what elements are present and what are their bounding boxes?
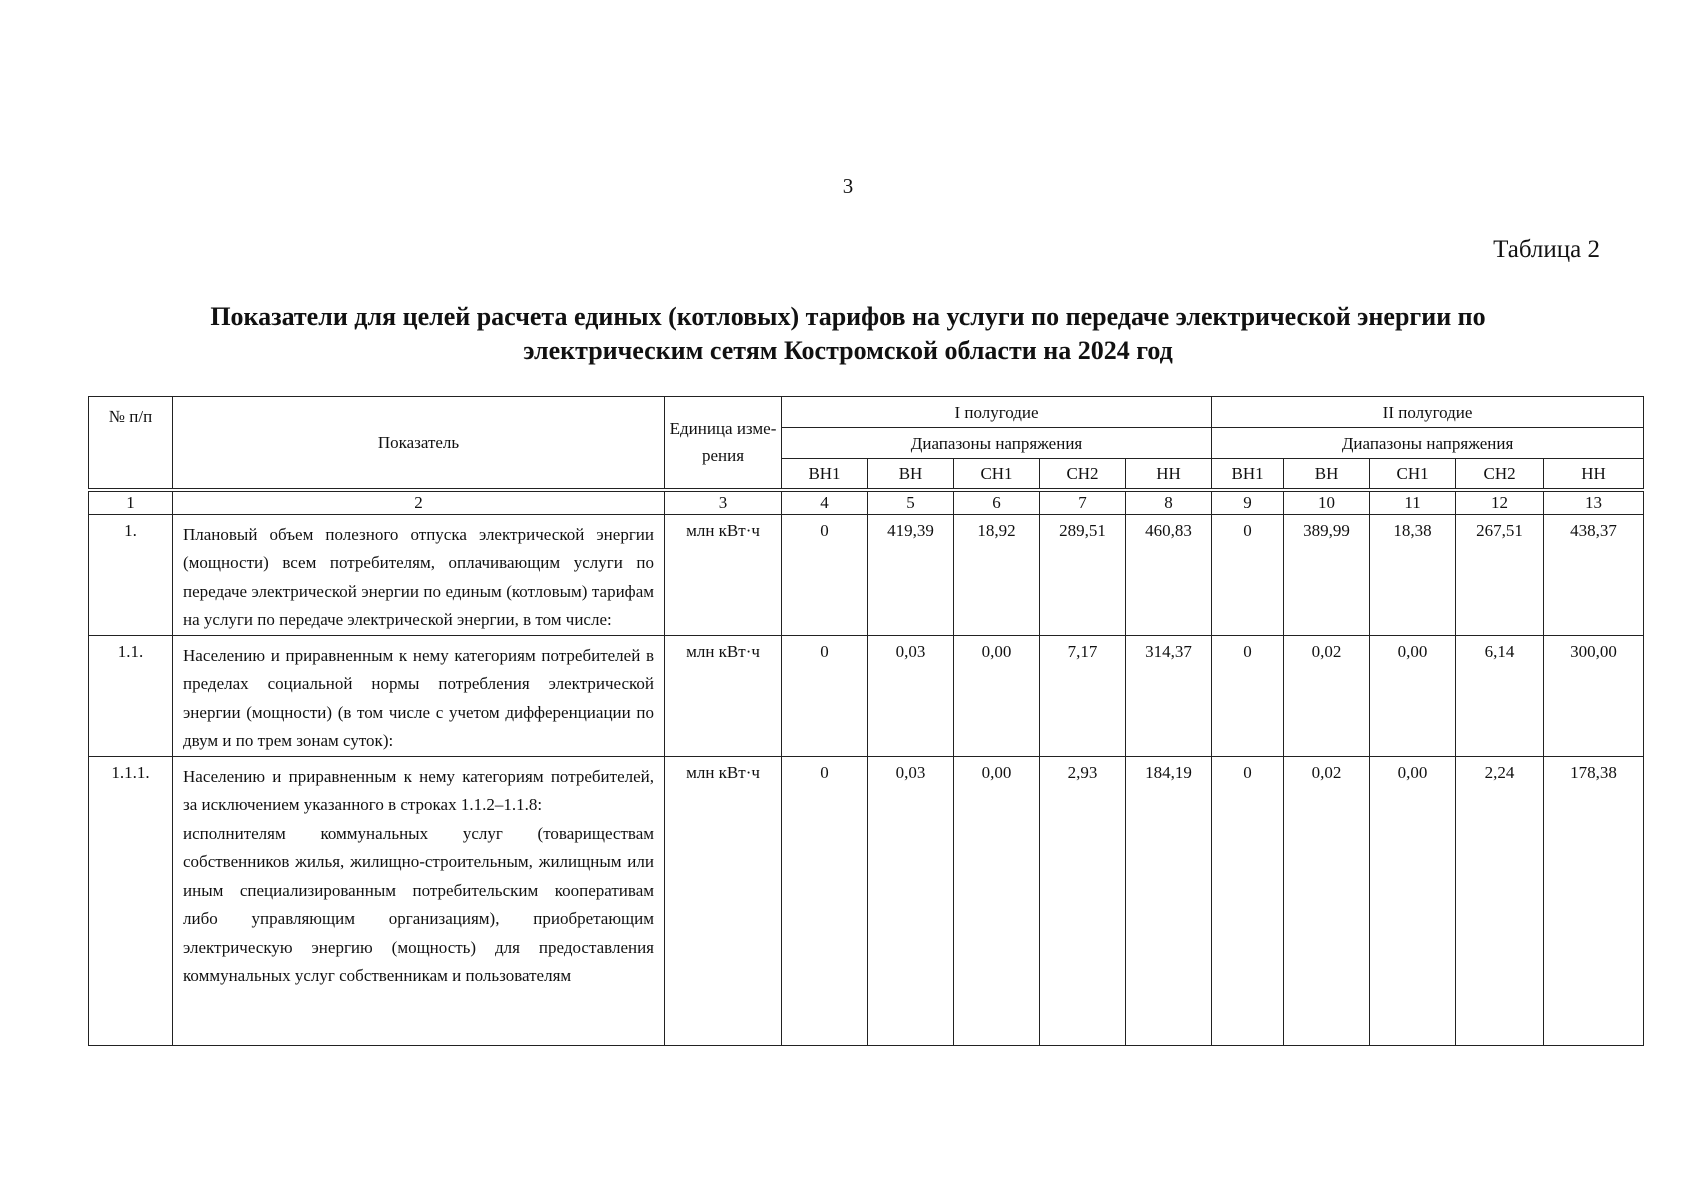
table-caption: Таблица 2 xyxy=(1493,236,1600,263)
column-index: 9 xyxy=(1212,490,1284,515)
value-cell: 460,83 xyxy=(1126,514,1212,635)
column-index: 3 xyxy=(665,490,782,515)
value-cell: 0 xyxy=(1212,756,1284,1045)
row-indicator-text: Населению и приравненным к нему категориям потребителей, за исключением указанного в строках 1.1.2–1.1.8: xyxy=(183,766,654,814)
row-unit: млн кВт·ч xyxy=(665,635,782,756)
value-cell: 7,17 xyxy=(1040,635,1126,756)
column-index-row xyxy=(89,490,1644,515)
row-indicator xyxy=(173,756,665,1045)
row-number: 1.1.1. xyxy=(89,756,173,1045)
header-voltage: ВН1 xyxy=(1212,459,1284,490)
value-cell: 0 xyxy=(782,756,868,1045)
header-voltage: СН1 xyxy=(954,459,1040,490)
tariff-indicators-table xyxy=(88,396,1644,1046)
value-cell: 2,24 xyxy=(1456,756,1544,1045)
value-cell: 2,93 xyxy=(1040,756,1126,1045)
table-row xyxy=(89,514,1644,635)
row-indicator xyxy=(173,514,665,635)
value-cell: 389,99 xyxy=(1284,514,1370,635)
value-cell: 267,51 xyxy=(1456,514,1544,635)
row-indicator xyxy=(173,635,665,756)
title-line-1: Показатели для целей расчета единых (котловых) тарифов на услуги по передаче электрической энергии по xyxy=(210,302,1486,331)
value-cell: 184,19 xyxy=(1126,756,1212,1045)
value-cell: 0,00 xyxy=(954,635,1040,756)
page-number: 3 xyxy=(842,174,854,198)
header-voltage: НН xyxy=(1544,459,1644,490)
title-line-2: электрическим сетям Костромской области на 2024 год xyxy=(523,336,1173,365)
row-indicator-text: Населению и приравненным к нему категориям потребителей в пределах социальной нормы потребления электрической энергии (мощности) (в том числе с учетом дифференциации по двум и по трем зонам суток): xyxy=(183,645,654,750)
header-voltage: СН2 xyxy=(1040,459,1126,490)
value-cell: 0 xyxy=(1212,635,1284,756)
header-num: № п/п xyxy=(89,397,173,490)
header-voltage-ranges-2: Диапазоны напряжения xyxy=(1212,428,1644,459)
header-unit: Единица изме- рения xyxy=(665,397,782,490)
value-cell: 0 xyxy=(782,514,868,635)
header-voltage: ВН xyxy=(1284,459,1370,490)
header-half-2: II полугодие xyxy=(1212,397,1644,428)
column-index: 12 xyxy=(1456,490,1544,515)
value-cell: 178,38 xyxy=(1544,756,1644,1045)
value-cell: 419,39 xyxy=(868,514,954,635)
value-cell: 0,02 xyxy=(1284,635,1370,756)
row-unit: млн кВт·ч xyxy=(665,514,782,635)
header-voltage: СН2 xyxy=(1456,459,1544,490)
value-cell: 314,37 xyxy=(1126,635,1212,756)
table-row xyxy=(89,635,1644,756)
header-half-1: I полугодие xyxy=(782,397,1212,428)
row-number: 1. xyxy=(89,514,173,635)
column-index: 2 xyxy=(173,490,665,515)
document-title xyxy=(100,300,1596,368)
header-voltage: СН1 xyxy=(1370,459,1456,490)
column-index: 11 xyxy=(1370,490,1456,515)
column-index: 10 xyxy=(1284,490,1370,515)
value-cell: 0,03 xyxy=(868,635,954,756)
column-index: 6 xyxy=(954,490,1040,515)
value-cell: 6,14 xyxy=(1456,635,1544,756)
row-number: 1.1. xyxy=(89,635,173,756)
value-cell: 0,00 xyxy=(954,756,1040,1045)
column-index: 1 xyxy=(89,490,173,515)
column-index: 8 xyxy=(1126,490,1212,515)
header-indicator: Показатель xyxy=(173,397,665,490)
value-cell: 289,51 xyxy=(1040,514,1126,635)
column-index: 7 xyxy=(1040,490,1126,515)
value-cell: 0 xyxy=(1212,514,1284,635)
column-index: 4 xyxy=(782,490,868,515)
value-cell: 0,03 xyxy=(868,756,954,1045)
value-cell: 0,00 xyxy=(1370,635,1456,756)
table-row xyxy=(89,756,1644,1045)
value-cell: 18,38 xyxy=(1370,514,1456,635)
header-voltage: ВН1 xyxy=(782,459,868,490)
column-index: 13 xyxy=(1544,490,1644,515)
row-indicator-text: Плановый объем полезного отпуска электрической энергии (мощности) всем потребителям, оплачивающим услуги по передаче электрической энергии по единым (котловым) тарифам на услуги по передаче электрической энергии, в том числе: xyxy=(183,524,654,629)
header-voltage-ranges-1: Диапазоны напряжения xyxy=(782,428,1212,459)
value-cell: 0,00 xyxy=(1370,756,1456,1045)
row-unit: млн кВт·ч xyxy=(665,756,782,1045)
row-indicator-text-continued: исполнителям коммунальных услуг (товариществам собственников жилья, жилищно-строительным, жилищным или иным специализированным потребительским кооперативам либо управляющим организациям), приобретающим электрическую энергию (мощность) для предоставления коммунальных услуг собственникам и пользователям xyxy=(183,823,654,985)
value-cell: 438,37 xyxy=(1544,514,1644,635)
row-indicator-clip xyxy=(183,763,654,1045)
header-voltage: ВН xyxy=(868,459,954,490)
value-cell: 0,02 xyxy=(1284,756,1370,1045)
value-cell: 0 xyxy=(782,635,868,756)
value-cell: 300,00 xyxy=(1544,635,1644,756)
column-index: 5 xyxy=(868,490,954,515)
header-voltage: НН xyxy=(1126,459,1212,490)
value-cell: 18,92 xyxy=(954,514,1040,635)
